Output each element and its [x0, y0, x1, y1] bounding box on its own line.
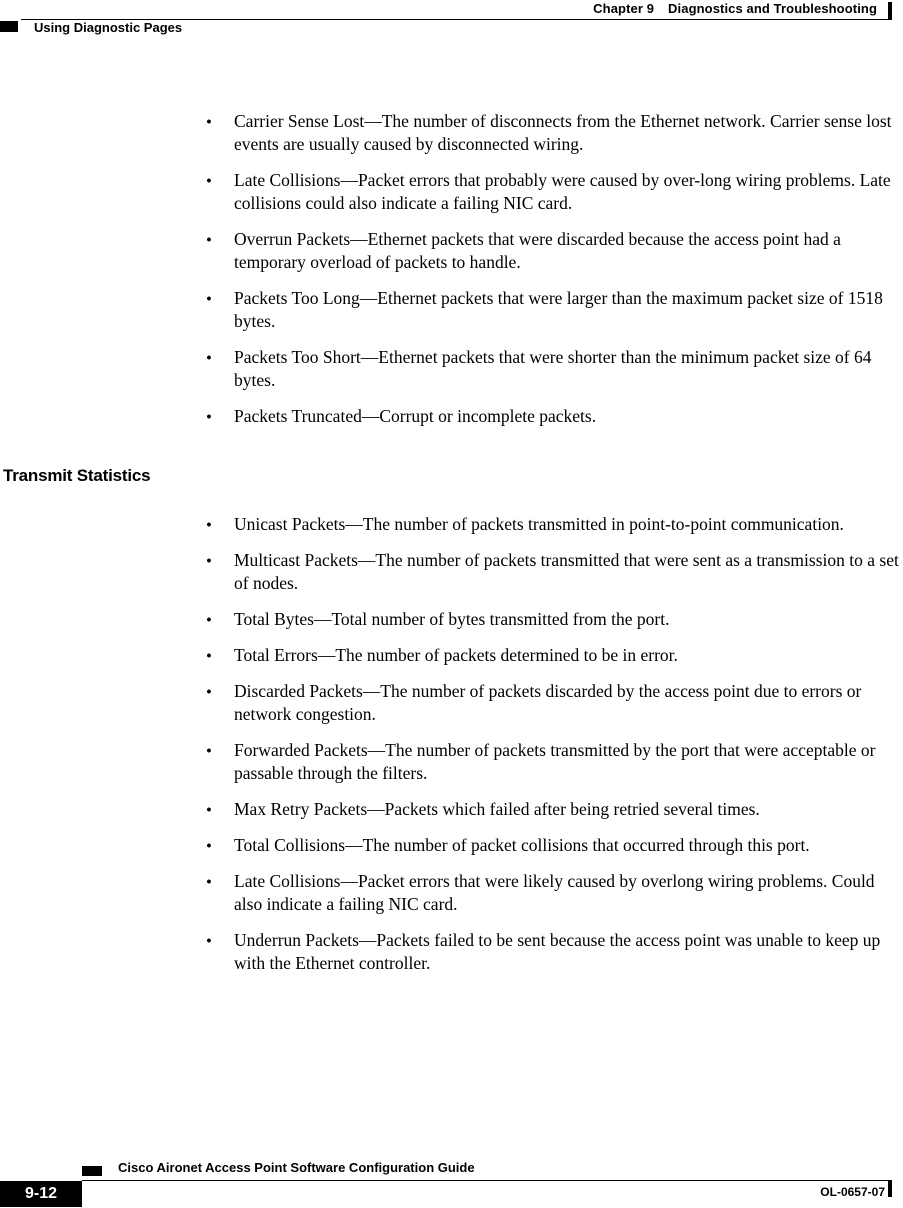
chapter-header — [593, 1, 877, 16]
guide-title: Cisco Aironet Access Point Software Configuration Guide — [118, 1160, 475, 1175]
chapter-title: Diagnostics and Troubleshooting — [668, 1, 877, 16]
doc-number: OL-0657-07 — [820, 1185, 885, 1199]
list-item-text: Max Retry Packets—Packets which failed after being retried several times. — [234, 799, 760, 819]
list-item-text: Packets Too Long—Ethernet packets that were larger than the maximum packet size of 1518 bytes. — [234, 288, 883, 331]
bullet-icon: • — [206, 231, 212, 247]
list-item-text: Forwarded Packets—The number of packets transmitted by the port that were acceptable or passable through the filters. — [234, 740, 876, 783]
chapter-number: Chapter 9 — [593, 1, 655, 16]
bullet-icon: • — [206, 647, 212, 663]
section-header: Using Diagnostic Pages — [34, 20, 183, 35]
list-item-text: Unicast Packets—The number of packets transmitted in point-to-point communication. — [234, 514, 844, 534]
list-item-text: Carrier Sense Lost—The number of disconnects from the Ethernet network. Carrier sense lost events are usually caused by disconnected wiring. — [234, 111, 892, 154]
bullet-icon: • — [206, 932, 212, 948]
list-item — [202, 870, 900, 916]
list-item-text: Late Collisions—Packet errors that probably were caused by over-long wiring problems. Late collisions could also indicate a failing NIC card. — [234, 170, 891, 213]
list-item — [202, 110, 900, 156]
header-rule-mark — [888, 2, 892, 19]
bullet-icon: • — [206, 516, 212, 532]
bullet-icon: • — [206, 290, 212, 306]
footer-block — [82, 1166, 102, 1176]
footer-rule — [82, 1180, 892, 1181]
transmit-statistics-heading: Transmit Statistics — [3, 466, 151, 485]
footer-rule-mark — [888, 1181, 892, 1197]
list-item — [202, 739, 900, 785]
list-item — [202, 929, 900, 975]
list-item-text: Discarded Packets—The number of packets discarded by the access point due to errors or network congestion. — [234, 681, 862, 724]
bullet-icon: • — [206, 172, 212, 188]
bullet-icon: • — [206, 349, 212, 365]
bullet-icon: • — [206, 683, 212, 699]
page-number: 9-12 — [0, 1181, 82, 1207]
bullet-icon: • — [206, 113, 212, 129]
list-item — [202, 513, 900, 536]
bullet-icon: • — [206, 873, 212, 889]
list-item-text: Packets Truncated—Corrupt or incomplete packets. — [234, 406, 597, 426]
list-item — [202, 346, 900, 392]
list-item — [202, 608, 900, 631]
list-item — [202, 287, 900, 333]
list-item-text: Overrun Packets—Ethernet packets that were discarded because the access point had a temporary overload of packets to handle. — [234, 229, 841, 272]
list-item-text: Total Bytes—Total number of bytes transmitted from the port. — [234, 609, 670, 629]
list-item-text: Total Errors—The number of packets determined to be in error. — [234, 645, 678, 665]
list-item — [202, 834, 900, 857]
list-item — [202, 405, 900, 428]
bullet-icon: • — [206, 552, 212, 568]
receive-statistics-list — [202, 110, 900, 441]
bullet-icon: • — [206, 742, 212, 758]
bullet-icon: • — [206, 801, 212, 817]
transmit-statistics-list — [202, 513, 900, 988]
list-item — [202, 549, 900, 595]
list-item-text: Packets Too Short—Ethernet packets that were shorter than the minimum packet size of 64 bytes. — [234, 347, 872, 390]
list-item — [202, 169, 900, 215]
bullet-icon: • — [206, 611, 212, 627]
list-item — [202, 644, 900, 667]
list-item — [202, 680, 900, 726]
list-item-text: Underrun Packets—Packets failed to be sent because the access point was unable to keep up with the Ethernet controller. — [234, 930, 881, 973]
header-tab-block — [0, 21, 18, 32]
list-item — [202, 798, 900, 821]
bullet-icon: • — [206, 837, 212, 853]
bullet-icon: • — [206, 408, 212, 424]
list-item-text: Total Collisions—The number of packet collisions that occurred through this port. — [234, 835, 810, 855]
list-item — [202, 228, 900, 274]
list-item-text: Late Collisions—Packet errors that were likely caused by overlong wiring problems. Could also indicate a failing NIC card. — [234, 871, 875, 914]
list-item-text: Multicast Packets—The number of packets transmitted that were sent as a transmission to a set of nodes. — [234, 550, 899, 593]
